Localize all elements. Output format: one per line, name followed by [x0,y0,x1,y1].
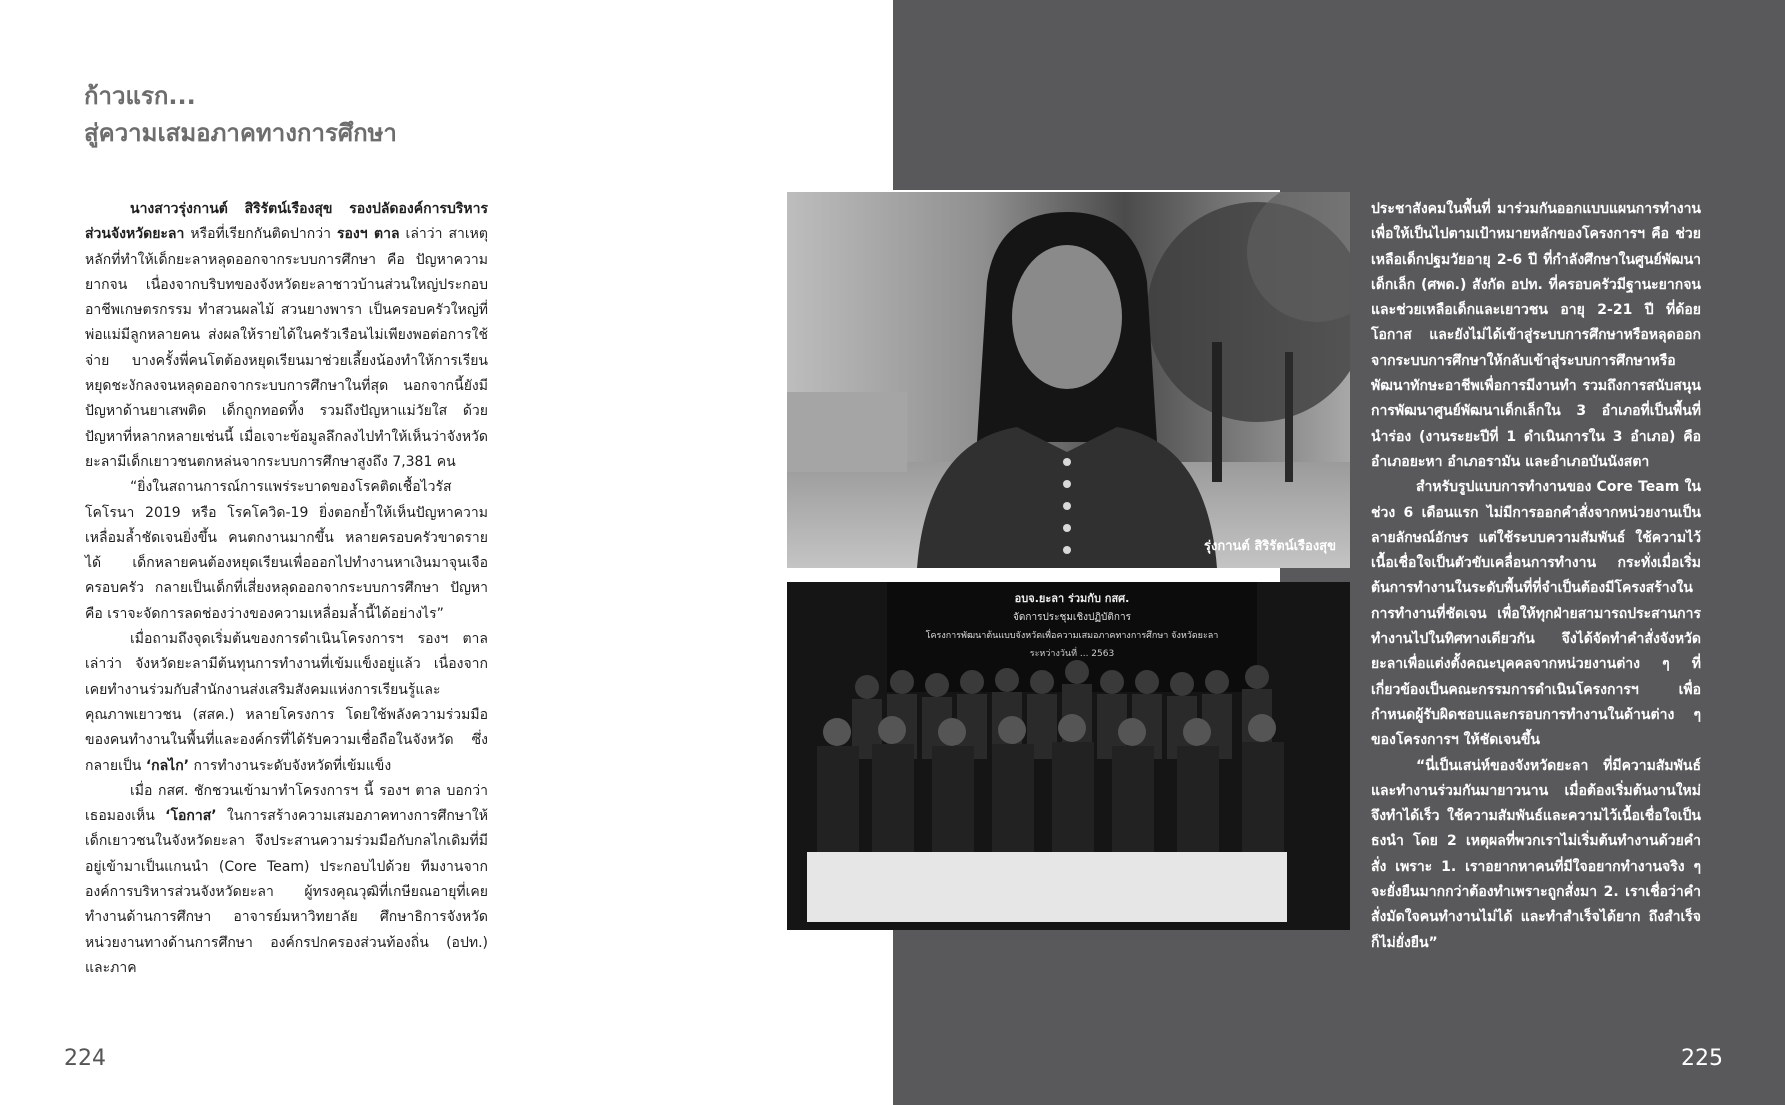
banner-line-2: จัดการประชุมเชิงปฏิบัติการ [1013,612,1131,623]
right-paragraph-1: ประชาสังคมในพื้นที่ มาร่วมกันออกแบบแผนการทำงานเพื่อให้เป็นไปตามเป้าหมายหลักของโครงการฯ คือ ช่วยเหลือเด็กปฐมวัยอายุ 2-6 ปี ที่กำลังศึกษาในศูนย์พัฒนาเด็กเล็ก (ศพด.) สังกัด อปท. ที่ครอบครัวมีฐานะยากจน และช่วยเหลือเด็กและเยาวชน อายุ 2-21 ปี ที่ด้อยโอกาส และยังไม่ได้เข้าสู่ระบบการศึกษาหรือหลุดออกจากระบบการศึกษาให้กลับเข้าสู่ระบบการศึกษาหรือพัฒนาทักษะอาชีพเพื่อการมีงานทำ รวมถึงการสนับสนุนการพัฒนาศูนย์พัฒนาเด็กเล็กใน 3 อำเภอที่เป็นพื้นที่นำร่อง (งานระยะปีที่ 1 ดำเนินการใน 3 อำเภอ) คือ อำเภอยะหา อำเภอรามัน และอำเภอบันนังสตา [1371,201,1701,470]
left-paragraph-2-quote: “ยิ่งในสถานการณ์การแพร่ระบาดของโรคติดเชื้อไวรัสโคโรนา 2019 หรือ โรคโควิด-19 ยิ่งตอกย้ำให้เห็นปัญหาความเหลื่อมล้ำชัดเจนยิ่งขึ้น คนตกงานมากขึ้น หลายครอบครัวขาดรายได้ เด็กหลายคนต้องหยุดเรียนเพื่อออกไปทำงานหาเงินมาจุนเจือครอบครัว กลายเป็นเด็กที่เสี่ยงหลุดออกจากระบบการศึกษา ปัญหาคือ เราจะจัดการลดช่องว่างของความเหลื่อมล้ำนี้ได้อย่างไร” [85,479,488,622]
speaker-name: นางสาวรุ่งกานต์ สิริรัตน์เรืองสุข รองปลัดองค์การบริหารส่วนจังหวัดยะลา [85,201,488,243]
title-line-2: สู่ความเสมอภาคทางการศึกษา [84,119,397,147]
emphasis-mechanism: ‘กลไก’ [145,757,190,774]
left-article-column [85,197,488,981]
left-paragraph-4 [85,779,488,981]
paragraph-text: เมื่อถามถึงจุดเริ่มต้นของการดำเนินโครงการฯ รองฯ ตาล เล่าว่า จังหวัดยะลามีต้นทุนการทำงานที่เข้มแข็งอยู่แล้ว เนื่องจากเคยทำงานร่วมกับสำนักงานส่งเสริมสังคมแห่งการเรียนรู้และคุณภาพเยาวชน (สสค.) หลายโครงการ โดยใช้พลังความร่วมมือของคนทำงานในพื้นที่และองค์กรที่ได้รับความเชื่อถือในจังหวัด ซึ่งกลายเป็น [85,631,488,774]
title-line-1: ก้าวแรก... [84,82,196,110]
group-illustration [787,582,1350,930]
right-paragraph-2: สำหรับรูปแบบการทำงานของ Core Team ในช่วง 6 เดือนแรก ไม่มีการออกคำสั่งจากหน่วยงานเป็นลายลักษณ์อักษร แต่ใช้ระบบความสัมพันธ์ ใช้ความไว้เนื้อเชื่อใจเป็นตัวขับเคลื่อนการทำงาน กระทั่งเมื่อเริ่มต้นการทำงานในระดับพื้นที่ที่จำเป็นต้องมีโครงสร้างในการทำงานที่ชัดเจน เพื่อให้ทุกฝ่ายสามารถประสานการทำงานไปในทิศทางเดียวกัน จึงได้จัดทำคำสั่งจังหวัดยะลาเพื่อแต่งตั้งคณะบุคคลจากหน่วยงานต่าง ๆ ที่เกี่ยวข้องเป็นคณะกรรมการดำเนินโครงการฯ เพื่อกำหนดผู้รับผิดชอบและกรอบการทำงานในด้านต่าง ๆ ของโครงการฯ ให้ชัดเจนขึ้น [1371,479,1701,749]
paragraph-text: เล่าว่า สาเหตุหลักที่ทำให้เด็กยะลาหลุดออกจากระบบการศึกษา คือ ปัญหาความยากจน เนื่องจากบริบทของจังหวัดยะลาชาวบ้านส่วนใหญ่ประกอบอาชีพเกษตรกรรม ทำสวนผลไม้ สวนยางพารา เป็นครอบครัวใหญ่ที่พ่อแม่มีลูกหลายคน ส่งผลให้รายได้ในครัวเรือนไม่เพียงพอต่อการใช้จ่าย บางครั้งพี่คนโตต้องหยุดเรียนมาช่วยเลี้ยงน้องทำให้การเรียนหยุดชะงักลงจนหลุดออกจากระบบการศึกษาในที่สุด นอกจากนี้ยังมีปัญหาด้านยาเสพติด เด็กถูกทอดทิ้ง รวมถึงปัญหาแม่วัยใส ด้วยปัญหาที่หลากหลายเช่นนี้ เมื่อเจาะข้อมูลลึกลงไปทำให้เห็นว่าจังหวัดยะลามีเด็กเยาวชนตกหล่นจากระบบการศึกษาสูงถึง 7,381 คน [85,226,488,470]
banner-line-1: อบจ.ยะลา ร่วมกับ กสศ. [1014,592,1130,605]
left-paragraph-3 [85,627,488,779]
page-number-left: 224 [64,1046,106,1071]
paragraph-text: หรือที่เรียกกันติดปากว่า [184,226,337,243]
portrait-photo [787,192,1350,568]
paragraph-text: ในการสร้างความเสมอภาคทางการศึกษาให้เด็กเยาวชนในจังหวัดยะลา จึงประสานความร่วมมือกับกลไกเดิมที่มีอยู่เข้ามาเป็นแกนนำ (Core Team) ประกอบไปด้วย ทีมงานจากองค์การบริหารส่วนจังหวัดยะลา ผู้ทรงคุณวุฒิที่เกษียณอายุที่เคยทำงานด้านการศึกษา อาจารย์มหาวิทยาลัย ศึกษาธิการจังหวัด หน่วยงานทางด้านการศึกษา องค์กรปกครองส่วนท้องถิ่น (อปท.) และภาค [85,808,488,976]
portrait-illustration [787,192,1350,568]
paragraph-text: เมื่อ กสศ. ชักชวนเข้ามาทำโครงการฯ นี้ รองฯ ตาล บอกว่าเธอมองเห็น [85,782,488,825]
emphasis-opportunity: ‘โอกาส’ [165,808,217,825]
right-paragraph-3-quote: “นี่เป็นเสน่ห์ของจังหวัดยะลา ที่มีความสัมพันธ์และทำงานร่วมกันมายาวนาน เมื่อต้องเริ่มต้นงานใหม่จึงทำได้เร็ว ใช้ความสัมพันธ์และความไว้เนื้อเชื่อใจเป็นธงนำ โดย 2 เหตุผลที่พวกเราไม่เริ่มต้นทำงานด้วยคำสั่ง เพราะ 1. เราอยากหาคนที่มีใจอยากทำงานจริง ๆ จะยั่งยืนมากกว่าต้องทำเพราะถูกสั่งมา 2. เราเชื่อว่าคำสั่งมัดใจคนทำงานไม่ได้ และทำสำเร็จได้ยาก ถึงสำเร็จก็ไม่ยั่งยืน” [1371,757,1701,951]
right-article-column [1371,197,1701,956]
left-paragraph-1 [85,197,488,475]
page-number-right: 225 [1681,1046,1723,1071]
nickname: รองฯ ตาล [336,226,400,243]
chapter-title [84,78,397,152]
paragraph-text: การทำงานระดับจังหวัดที่เข้มแข็ง [189,757,392,774]
banner-line-4: ระหว่างวันที่ ... 2563 [1029,649,1115,659]
group-photo [787,582,1350,930]
banner-line-3: โครงการพัฒนาต้นแบบจังหวัดเพื่อความเสมอภาคทางการศึกษา จังหวัดยะลา [925,631,1219,641]
portrait-caption: รุ่งกานต์ สิริรัตน์เรืองสุข [1204,539,1336,554]
